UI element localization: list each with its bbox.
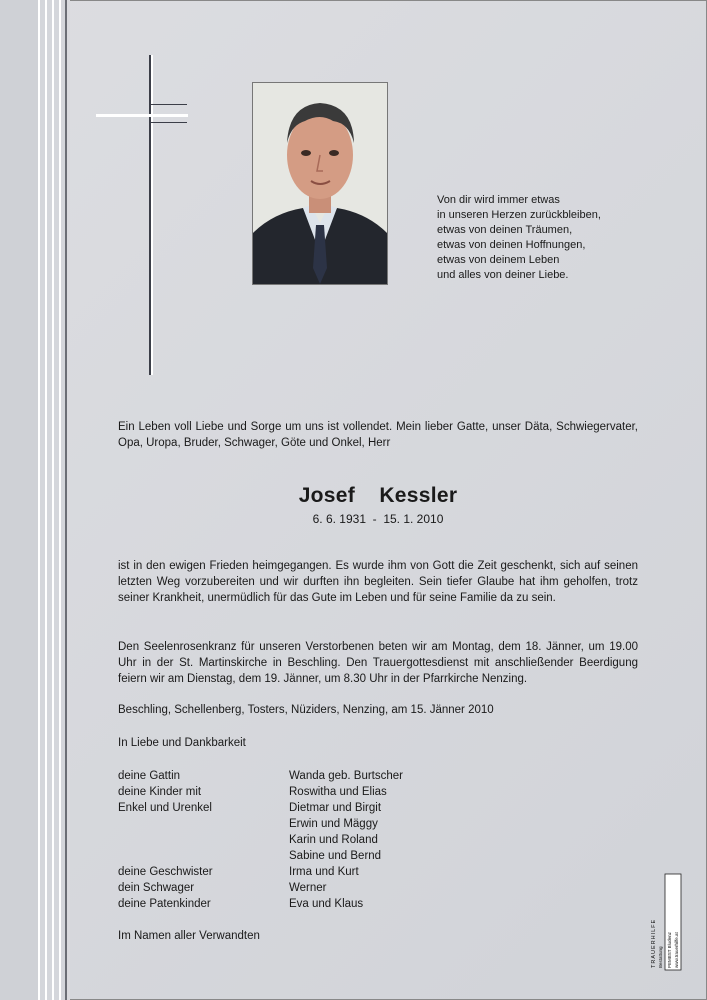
poem-line: etwas von deinen Träumen,	[437, 224, 573, 236]
poem-line: und alles von deiner Liebe.	[437, 269, 569, 281]
mourner-names: Sabine und Bernd	[289, 850, 382, 862]
mourner-row	[118, 848, 403, 864]
service-paragraph: Den Seelenrosenkranz für unseren Verstorbenen beten wir am Montag, dem 18. Jänner, um 19.00 Uhr in der St. Martinskirche in Beschling. Den Trauergottesdienst mit anschließender Beerdigung feiern wir am Dienstag, dem 19. Jänner, um 8.30 Uhr in der Pfarrkirche Nenzing.	[118, 641, 638, 685]
undertaker-logo	[648, 872, 682, 972]
poem-line: etwas von deinem Leben	[437, 254, 560, 266]
mourner-relation: deine Gattin	[118, 770, 181, 782]
mourners-list	[118, 768, 403, 912]
portrait-photo	[252, 82, 388, 285]
logo-text-1: TRAUERHILFE	[651, 918, 657, 968]
closing-line: In Liebe und Dankbarkeit	[118, 737, 246, 749]
mourner-relation: deine Kinder mit	[118, 786, 202, 798]
mourner-row	[118, 784, 403, 800]
footer-line: Im Namen aller Verwandten	[118, 930, 260, 942]
mourner-names: Wanda geb. Burtscher	[289, 770, 403, 782]
mourner-names: Erwin und Mäggy	[289, 818, 378, 830]
intro-text: Ein Leben voll Liebe und Sorge um uns ist vollendet. Mein lieber Gatte, unser Däta, Schwiegervater, Opa, Uropa, Bruder, Schwager, Göte und Onkel, Herr	[118, 421, 638, 449]
mourner-names: Irma und Kurt	[289, 866, 359, 878]
poem	[437, 193, 601, 283]
mourner-names: Werner	[289, 882, 327, 894]
mourner-names: Dietmar und Birgit	[289, 802, 382, 814]
mourner-relation: dein Schwager	[118, 882, 195, 894]
mourner-row	[118, 768, 403, 784]
deceased-name: Josef Kessler	[298, 484, 458, 507]
mourner-names: Roswitha und Elias	[289, 786, 387, 798]
announcement-paragraph: ist in den ewigen Frieden heimgegangen. Es wurde ihm von Gott die Zeit geschenkt, sich auf seinen letzten Weg vorzubereiten und wir durften ihn begleiten. Sein tiefer Glaube hat ihm geholfen, trotz seiner Krankheit, unermüdlich für das Gute im Leben und für seine Familie da zu sein.	[118, 560, 638, 604]
mourner-relation: deine Geschwister	[118, 866, 213, 878]
mourner-row	[118, 864, 403, 880]
life-dates: 6. 6. 1931 - 15. 1. 2010	[312, 512, 444, 526]
mourner-names: Karin und Roland	[289, 834, 378, 846]
poem-line: Von dir wird immer etwas	[437, 194, 560, 206]
poem-line: etwas von deinen Hoffnungen,	[437, 239, 586, 251]
mourner-relation	[118, 816, 289, 832]
mourner-relation: deine Patenkinder	[118, 898, 211, 910]
mourner-row	[118, 832, 403, 848]
mourner-relation: Enkel und Urenkel	[118, 802, 212, 814]
mourner-names: Eva und Klaus	[289, 898, 364, 910]
mourner-row	[118, 880, 403, 896]
logo-text-2: Bestattung	[658, 946, 663, 968]
logo-text-4: www.trauerhilfe.at	[674, 932, 679, 968]
place-date: Beschling, Schellenberg, Tosters, Nüziders, Nenzing, am 15. Jänner 2010	[118, 704, 494, 716]
mourner-relation	[118, 848, 289, 864]
poem-line: in unseren Herzen zurückbleiben,	[437, 209, 601, 221]
decorative-stripes	[0, 0, 70, 1000]
mourner-row	[118, 896, 403, 912]
logo-text-3: PEMBST Bludenz	[667, 932, 672, 968]
mourner-relation	[118, 832, 289, 848]
mourner-row	[118, 816, 403, 832]
mourner-row	[118, 800, 403, 816]
